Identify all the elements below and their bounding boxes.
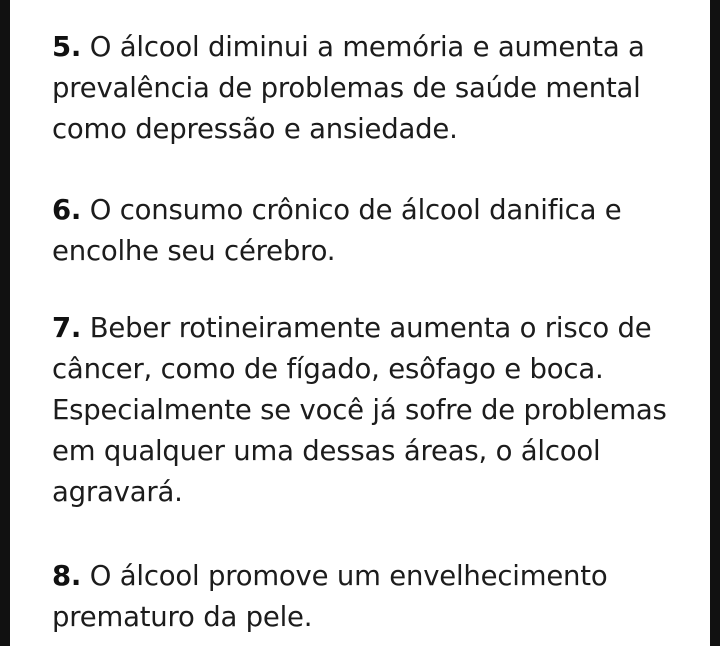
list-item-6 [52,190,692,272]
list-item-line [52,308,692,349]
list-item-8 [52,556,692,638]
item-text: como depressão e ansiedade. [52,113,458,145]
list-item-5 [52,27,692,150]
item-number: 7. [52,312,82,344]
item-text: câncer, como de fígado, esôfago e boca. [52,353,604,385]
item-text: Especialmente se você já sofre de problemas [52,394,667,426]
item-text: prevalência de problemas de saúde mental [52,72,641,104]
item-number: 8. [52,560,82,592]
list-item-7 [52,308,692,513]
item-text: O álcool diminui a memória e aumenta a [89,31,645,63]
item-text: encolhe seu cérebro. [52,235,336,267]
item-text: prematuro da pele. [52,601,313,633]
list-item-line [52,190,692,231]
item-text: O consumo crônico de álcool danifica e [89,194,622,226]
list-item-line [52,556,692,597]
item-text: Beber rotineiramente aumenta o risco de [89,312,652,344]
item-text: agravará. [52,476,183,508]
item-text: em qualquer uma dessas áreas, o álcool [52,435,601,467]
list-item-line [52,27,692,68]
item-number: 6. [52,194,82,226]
item-text: O álcool promove um envelhecimento [89,560,608,592]
item-number: 5. [52,31,82,63]
